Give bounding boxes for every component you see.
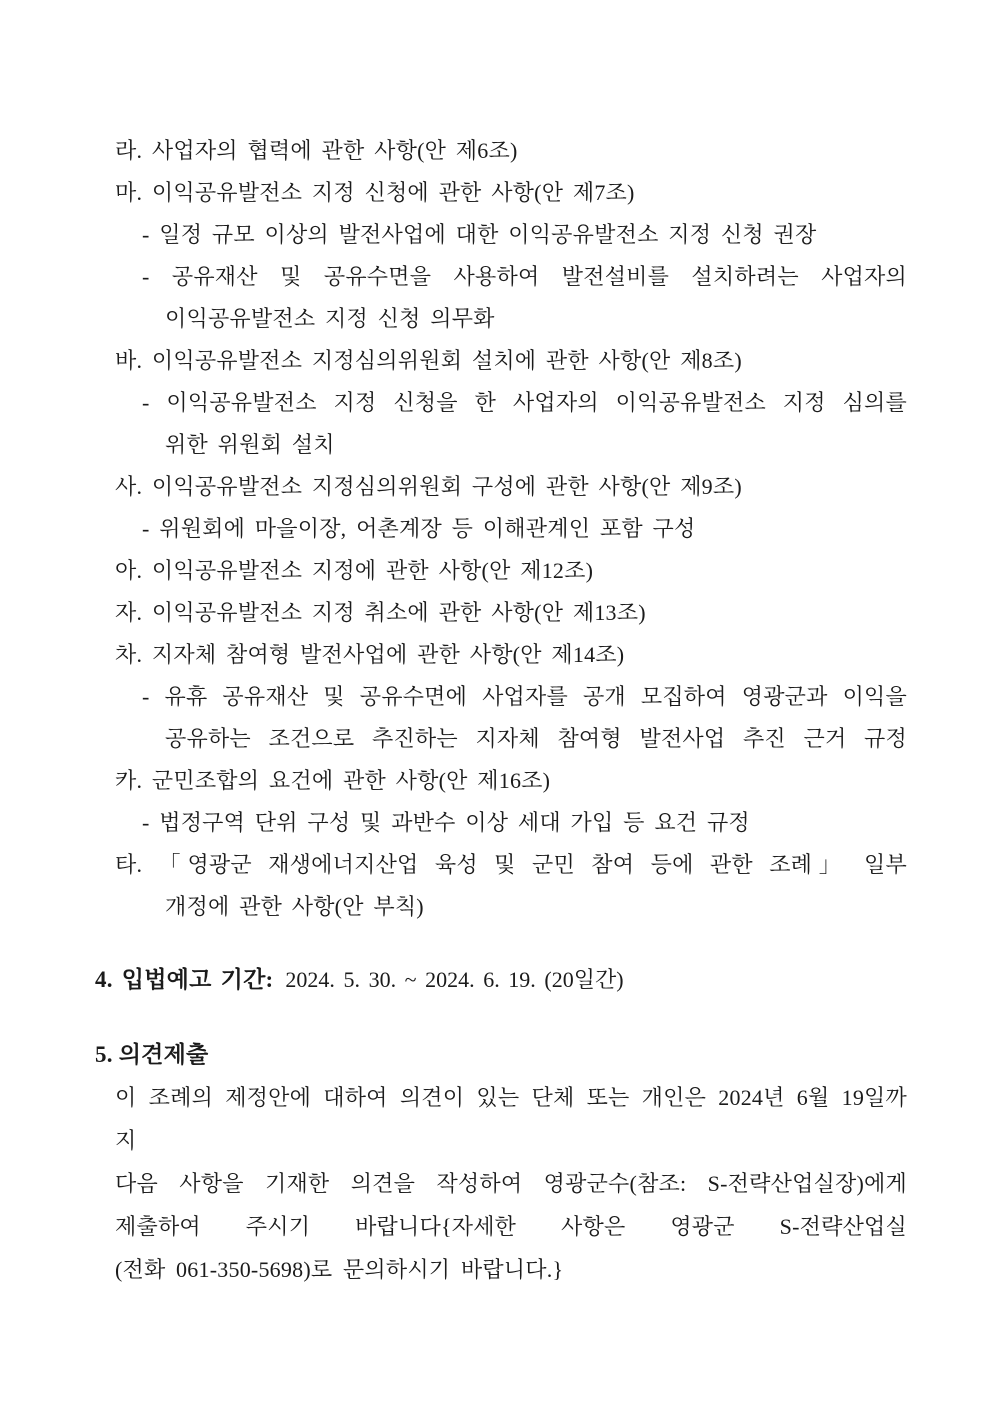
list-line: 바. 이익공유발전소 지정심의위원회 설치에 관한 사항(안 제8조) xyxy=(115,348,742,373)
list-line: 차. 지자체 참여형 발전사업에 관한 사항(안 제14조) xyxy=(115,642,625,667)
list-line: - 일정 규모 이상의 발전사업에 대한 이익공유발전소 지정 신청 권장 xyxy=(142,222,817,247)
list-line: 위한 위원회 설치 xyxy=(165,432,335,457)
list-line: 마. 이익공유발전소 지정 신청에 관한 사항(안 제7조) xyxy=(115,180,635,205)
list-line: 자. 이익공유발전소 지정 취소에 관한 사항(안 제13조) xyxy=(115,600,646,625)
list-line: 아. 이익공유발전소 지정에 관한 사항(안 제12조) xyxy=(115,558,594,583)
list-line: 타. 「영광군 재생에너지산업 육성 및 군민 참여 등에 관한 조례」 일부 xyxy=(115,852,907,877)
notice-period-value: 2024. 5. 30. ~ 2024. 6. 19. (20일간) xyxy=(285,967,624,992)
section-4-heading: 4. 입법예고 기간: xyxy=(95,967,274,992)
list-line: - 위원회에 마을이장, 어촌계장 등 이해관계인 포함 구성 xyxy=(142,516,696,541)
list-line: - 공유재산 및 공유수면을 사용하여 발전설비를 설치하려는 사업자의 xyxy=(142,264,907,289)
list-line: 라. 사업자의 협력에 관한 사항(안 제6조) xyxy=(115,138,518,163)
paragraph-line: 이 조례의 제정안에 대하여 의견이 있는 단체 또는 개인은 2024년 6월 19일까지 xyxy=(115,1085,907,1153)
list-line: 사. 이익공유발전소 지정심의위원회 구성에 관한 사항(안 제9조) xyxy=(115,474,742,499)
list-line: 개정에 관한 사항(안 부칙) xyxy=(165,894,424,919)
paragraph-line: 제출하여 주시기 바랍니다{자세한 사항은 영광군 S-전략산업실 xyxy=(115,1214,907,1239)
paragraph-line: 다음 사항을 기재한 의견을 작성하여 영광군수(참조: S-전략산업실장)에게 xyxy=(115,1171,907,1196)
paragraph-line: (전화 061-350-5698)로 문의하시기 바랍니다.} xyxy=(115,1257,564,1282)
section-4-notice-period xyxy=(95,959,907,1001)
page-content xyxy=(95,0,907,1291)
list-line: 이익공유발전소 지정 신청 의무화 xyxy=(165,306,495,331)
section-5-heading: 5. 의견제출 xyxy=(95,1042,209,1067)
list-line: - 이익공유발전소 지정 신청을 한 사업자의 이익공유발전소 지정 심의를 xyxy=(142,390,907,415)
list-line: - 법정구역 단위 구성 및 과반수 이상 세대 가입 등 요건 규정 xyxy=(142,810,750,835)
ordinance-summary-list xyxy=(115,0,907,928)
list-line: - 유휴 공유재산 및 공유수면에 사업자를 공개 모집하여 영광군과 이익을 xyxy=(142,684,907,709)
list-line: 공유하는 조건으로 추진하는 지자체 참여형 발전사업 추진 근거 규정 xyxy=(165,726,907,751)
list-line: 카. 군민조합의 요건에 관한 사항(안 제16조) xyxy=(115,768,551,793)
opinion-submission-paragraph xyxy=(115,1076,907,1291)
